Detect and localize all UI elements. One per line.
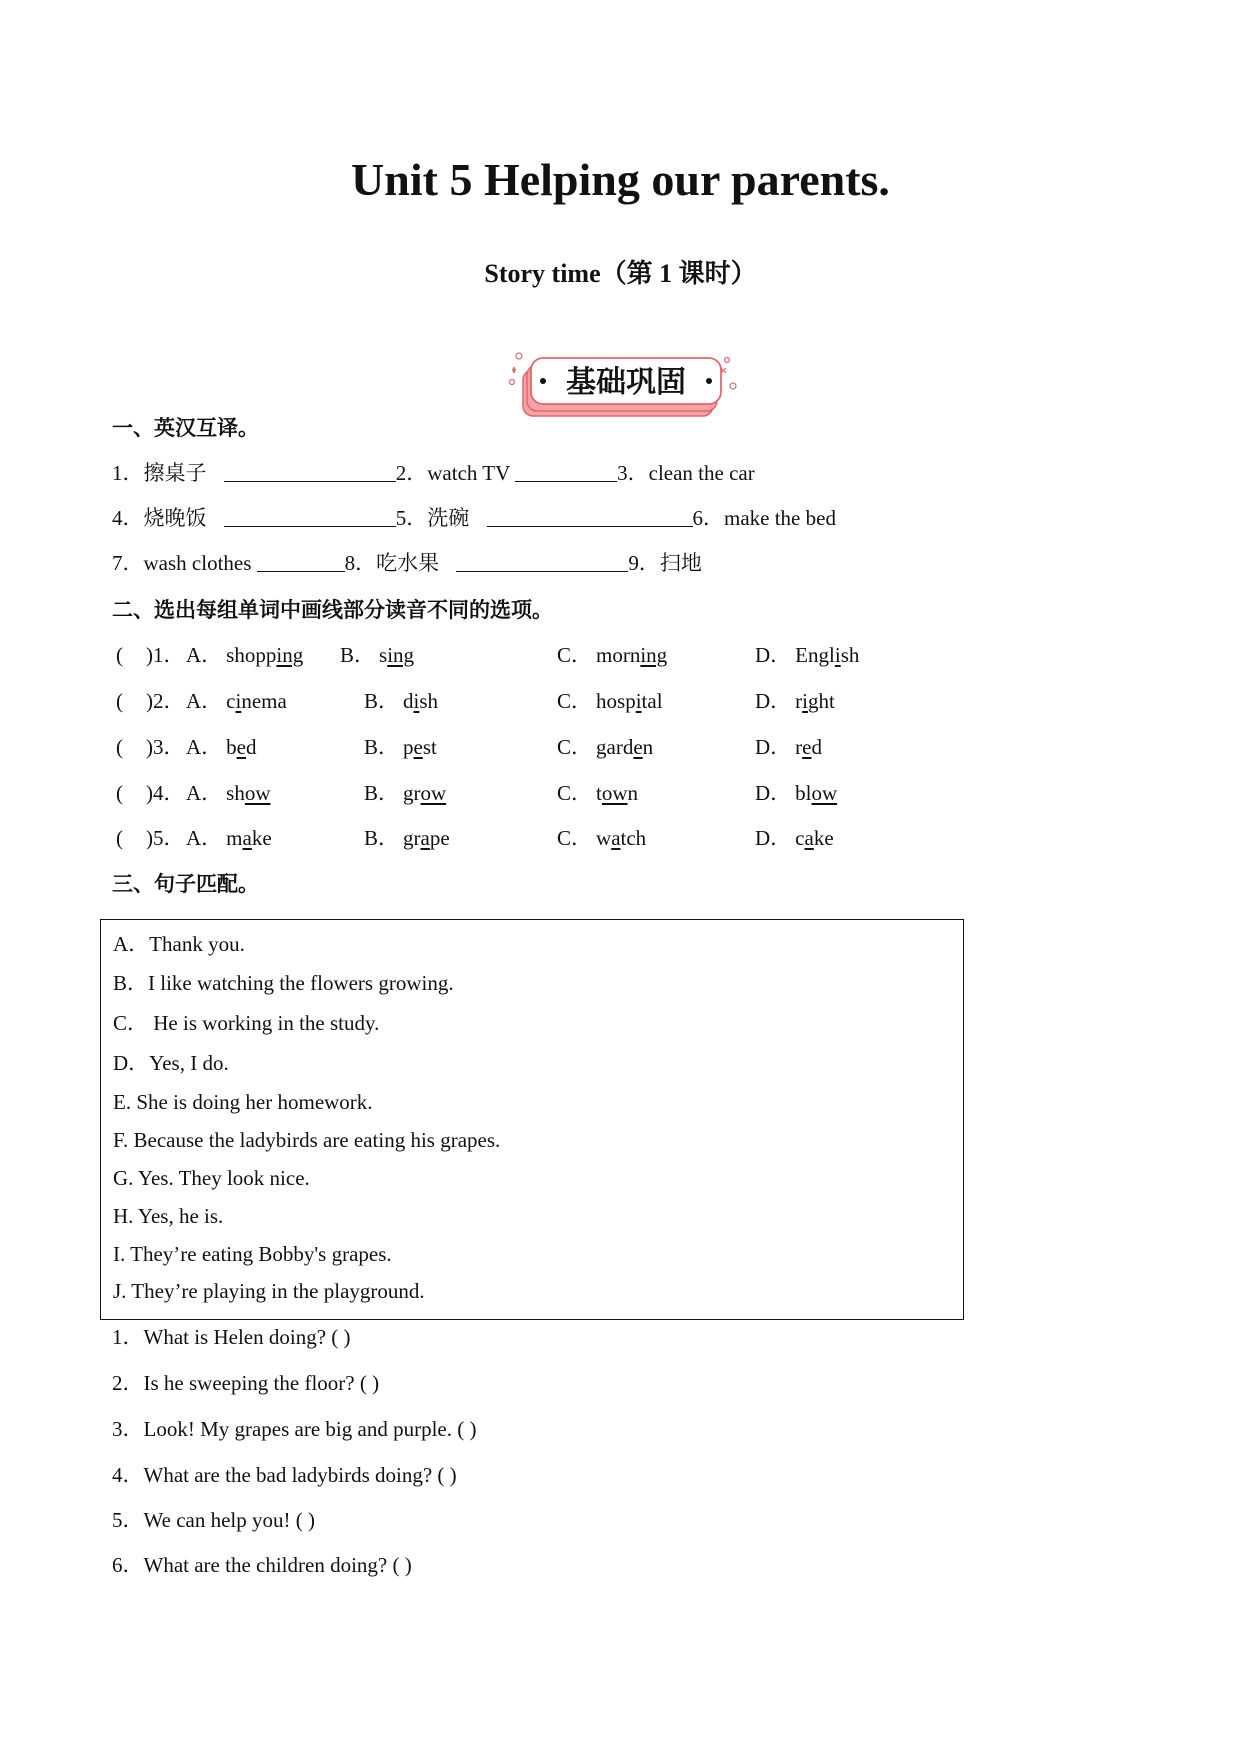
translate-item: 1．擦桌子 — [112, 461, 207, 485]
option-letter: B． — [364, 735, 400, 759]
option-b — [364, 735, 437, 760]
section1-heading: 一、英汉互译。 — [112, 416, 259, 440]
answer-paren[interactable]: ( — [116, 781, 123, 805]
option-a — [186, 689, 287, 714]
underlined-letters: i — [413, 689, 420, 713]
answer-blank[interactable] — [224, 506, 396, 527]
answer-option: E. She is doing her homework. — [113, 1090, 373, 1114]
word-part: morn — [596, 643, 641, 667]
option-letter: D． — [755, 643, 792, 667]
underlined-letters: ing — [276, 643, 304, 667]
answer-blank[interactable] — [515, 461, 617, 482]
option-letter: A． — [186, 643, 223, 667]
answer-paren[interactable]: ( — [116, 643, 123, 667]
option-letter: B． — [340, 643, 376, 667]
underlined-letters: a — [804, 826, 814, 850]
word-part: sh — [840, 643, 860, 667]
match-question[interactable]: 5．We can help you! ( ) — [112, 1508, 315, 1532]
option-letter: D． — [755, 826, 792, 850]
word-part: s — [379, 643, 388, 667]
word-part: t — [596, 781, 602, 805]
word-part: hosp — [596, 689, 636, 713]
option-b — [364, 689, 438, 714]
translate-item: 6．make the bed — [692, 506, 836, 530]
option-b — [340, 643, 414, 668]
option-d — [755, 643, 859, 668]
word-part: tch — [620, 826, 647, 850]
option-letter: D． — [755, 781, 792, 805]
badge-ribbon-icon — [507, 346, 737, 426]
word-part: sh — [419, 689, 439, 713]
word-part: pe — [429, 826, 450, 850]
translate-item: 4．烧晚饭 — [112, 506, 207, 530]
match-question[interactable]: 2．Is he sweeping the floor? ( ) — [112, 1371, 380, 1395]
underlined-letters: ow — [601, 781, 628, 805]
word-part: p — [403, 735, 414, 759]
answer-option: B．I like watching the flowers growing. — [113, 971, 454, 995]
underlined-letters: e — [413, 735, 423, 759]
answer-paren[interactable]: ( — [116, 826, 123, 850]
option-c — [557, 781, 638, 806]
answer-option: G. Yes. They look nice. — [113, 1166, 310, 1190]
underlined-letters: i — [235, 689, 242, 713]
option-letter: C． — [557, 643, 593, 667]
translate-row-2 — [112, 506, 836, 531]
option-letter: A． — [186, 689, 223, 713]
word-part: gr — [403, 826, 421, 850]
answer-option: F. Because the ladybirds are eating his grapes. — [113, 1128, 501, 1152]
answer-option: C． He is working in the study. — [113, 1011, 380, 1035]
word-part: bl — [795, 781, 812, 805]
underlined-letters: a — [611, 826, 621, 850]
answer-paren[interactable]: ( — [116, 689, 123, 713]
question-number: )2． — [146, 689, 185, 713]
option-a — [186, 781, 271, 806]
answer-options-box — [100, 919, 964, 1320]
word-part: r — [795, 689, 803, 713]
word-part: d — [403, 689, 414, 713]
word-part: n — [627, 781, 639, 805]
word-part: st — [422, 735, 437, 759]
answer-option: J. They’re playing in the playground. — [113, 1279, 425, 1303]
match-question[interactable]: 3．Look! My grapes are big and purple. ( ) — [112, 1417, 477, 1441]
option-letter: D． — [755, 735, 792, 759]
option-a — [186, 643, 303, 668]
underlined-letters: e — [633, 735, 643, 759]
word-part: d — [811, 735, 822, 759]
word-part: ght — [808, 689, 835, 713]
underlined-letters: i — [834, 643, 841, 667]
word-part: Engl — [795, 643, 835, 667]
option-letter: B． — [364, 781, 400, 805]
word-part: nema — [241, 689, 287, 713]
underlined-letters: ing — [387, 643, 415, 667]
option-d — [755, 826, 834, 851]
option-a — [186, 735, 257, 760]
question-number: )5． — [146, 826, 185, 850]
underlined-letters: e — [802, 735, 812, 759]
word-part: tal — [641, 689, 663, 713]
option-letter: A． — [186, 735, 223, 759]
match-question[interactable]: 1．What is Helen doing? ( ) — [112, 1325, 351, 1349]
underlined-letters: ow — [244, 781, 271, 805]
underlined-letters: a — [242, 826, 252, 850]
word-part: d — [246, 735, 257, 759]
underlined-letters: ing — [640, 643, 668, 667]
translate-row-1 — [112, 461, 755, 486]
match-question[interactable]: 4．What are the bad ladybirds doing? ( ) — [112, 1463, 457, 1487]
page-title: Unit 5 Helping our parents. — [351, 154, 890, 205]
answer-blank[interactable] — [487, 506, 693, 527]
underlined-letters: e — [236, 735, 246, 759]
translate-item: 7．wash clothes — [112, 551, 252, 575]
question-number: )1． — [146, 643, 185, 667]
answer-blank[interactable] — [456, 551, 628, 572]
question-number: )4． — [146, 781, 185, 805]
option-letter: B． — [364, 689, 400, 713]
option-letter: C． — [557, 735, 593, 759]
translate-item: 5．洗碗 — [395, 506, 470, 530]
match-question[interactable]: 6．What are the children doing? ( ) — [112, 1553, 412, 1577]
word-part: sh — [226, 781, 245, 805]
option-a — [186, 826, 272, 851]
option-b — [364, 826, 450, 851]
translate-item: 2．watch TV — [395, 461, 510, 485]
option-letter: B． — [364, 826, 400, 850]
section3-heading: 三、句子匹配。 — [112, 872, 259, 896]
word-part: ke — [813, 826, 834, 850]
word-part: gr — [403, 781, 421, 805]
option-letter: D． — [755, 689, 792, 713]
page-subtitle: Story time（第 1 课时） — [484, 259, 757, 288]
underlined-letters: a — [420, 826, 430, 850]
answer-option: D．Yes, I do. — [113, 1051, 229, 1075]
word-part: gard — [596, 735, 634, 759]
word-part: shopp — [226, 643, 277, 667]
option-b — [364, 781, 446, 806]
word-part: c — [795, 826, 805, 850]
word-part: c — [226, 689, 236, 713]
question-number: )3． — [146, 735, 185, 759]
option-c — [557, 643, 667, 668]
option-d — [755, 781, 837, 806]
answer-option: H. Yes, he is. — [113, 1204, 224, 1228]
translate-row-3 — [112, 551, 702, 576]
word-part: m — [226, 826, 243, 850]
word-part: b — [226, 735, 237, 759]
translate-item: 8．吃水果 — [344, 551, 440, 575]
answer-option: I. They’re eating Bobby's grapes. — [113, 1242, 392, 1266]
translate-item: 9．扫地 — [628, 551, 702, 575]
option-c — [557, 826, 646, 851]
word-part: r — [795, 735, 803, 759]
option-letter: C． — [557, 689, 593, 713]
section-badge — [507, 346, 737, 426]
word-part: n — [642, 735, 654, 759]
underlined-letters: i — [802, 689, 809, 713]
word-part: w — [596, 826, 612, 850]
option-letter: C． — [557, 826, 593, 850]
badge-label: 基础巩固 — [566, 365, 686, 400]
option-c — [557, 689, 663, 714]
option-letter: A． — [186, 826, 223, 850]
underlined-letters: ow — [420, 781, 447, 805]
underlined-letters: i — [635, 689, 642, 713]
option-d — [755, 689, 835, 714]
option-d — [755, 735, 822, 760]
option-c — [557, 735, 653, 760]
word-part: ke — [251, 826, 272, 850]
answer-blank[interactable] — [257, 551, 345, 572]
option-letter: C． — [557, 781, 593, 805]
answer-option: A．Thank you. — [113, 932, 245, 956]
option-letter: A． — [186, 781, 223, 805]
translate-item: 3．clean the car — [617, 461, 755, 485]
underlined-letters: ow — [811, 781, 838, 805]
answer-paren[interactable]: ( — [116, 735, 123, 759]
answer-blank[interactable] — [224, 461, 396, 482]
section2-heading: 二、选出每组单词中画线部分读音不同的选项。 — [112, 598, 553, 622]
